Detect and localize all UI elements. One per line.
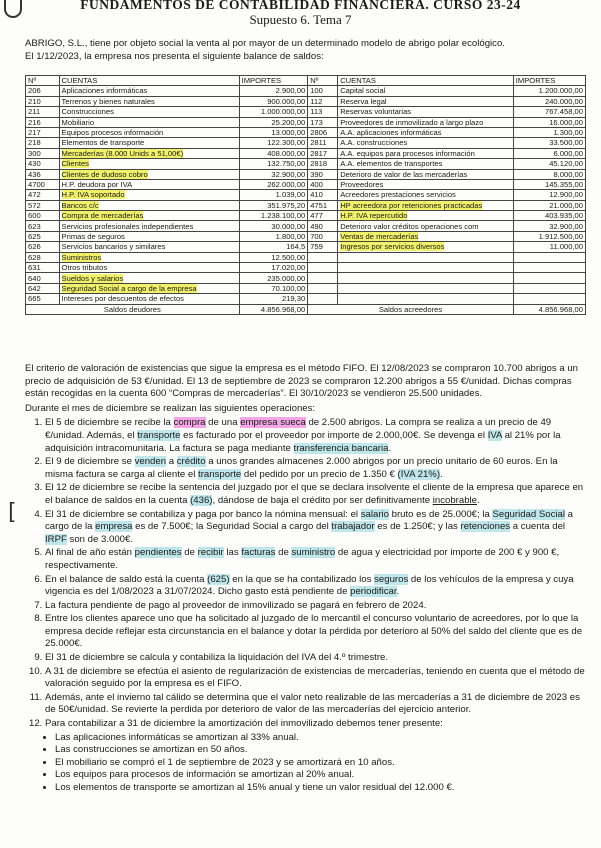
- row-num-left: 436: [26, 169, 60, 179]
- row-num-left: 206: [26, 86, 60, 96]
- balance-row: [26, 107, 586, 117]
- row-cuenta-left: Terrenos y bienes naturales: [59, 96, 239, 106]
- highlighted-text: Bancos c/c: [61, 200, 99, 210]
- row-cuenta-left: [59, 211, 239, 221]
- row-num-right: [308, 273, 338, 283]
- row-num-right: 410: [308, 190, 338, 200]
- row-importe-left: 408.000,00: [239, 148, 308, 158]
- row-cuenta-right: Reservas voluntarias: [338, 107, 514, 117]
- row-cuenta-left: Servicios profesionales independientes: [59, 221, 239, 231]
- row-importe-right: 145.355,00: [513, 179, 585, 189]
- highlighted-text: H.P. IVA soportado: [61, 190, 125, 200]
- row-num-left: 217: [26, 127, 60, 137]
- row-cuenta-right: A.A. aplicaciones informáticas: [338, 127, 514, 137]
- row-cuenta-left: Intereses por descuentos de efectos: [59, 294, 239, 304]
- row-importe-right: 1.200.000,00: [513, 86, 585, 96]
- row-importe-right: [513, 273, 585, 283]
- operation-item: 5. Al final de año están pendientes de recibir las facturas de suministro de agua y electricidad por importe de 200 € y 900 €, respectivamente.: [45, 547, 587, 572]
- row-importe-left: 900.000,00: [239, 96, 308, 106]
- highlighted-text: Suministros: [61, 252, 102, 262]
- row-cuenta-right: A.A. equipos para procesos información: [338, 148, 514, 158]
- operation-item: 7. La factura pendiente de pago al proveedor de inmovilizado se pagará en febrero de 2024.: [45, 600, 587, 613]
- highlighted-text: transporte: [198, 468, 242, 480]
- row-importe-right: [513, 294, 585, 304]
- highlighted-text: empresa sueca: [240, 417, 306, 429]
- balance-row: [26, 231, 586, 241]
- row-num-left: 631: [26, 263, 60, 273]
- highlighted-text: Seguridad Social: [492, 508, 566, 520]
- row-cuenta-right: Deterioro valor créditos operaciones com: [338, 221, 514, 231]
- document-subtitle: Supuesto 6. Tema 7: [249, 12, 352, 27]
- balance-row: [26, 283, 586, 293]
- row-cuenta-right: [338, 273, 514, 283]
- highlighted-text: pendientes: [134, 547, 182, 559]
- balance-row: [26, 200, 586, 210]
- highlighted-text: compra: [173, 417, 206, 429]
- highlighted-text: recibir: [197, 547, 224, 559]
- operation-item: 6. En el balance de saldo está la cuenta (625) en la que se ha contabilizado los seguros de los vehículos de la empresa y cuya vigencia es del 1/08/2023 a 31/07/2024. Dicho gasto está pendiente de periodificar.: [45, 574, 587, 599]
- balance-row: [26, 242, 586, 252]
- highlighted-text: seguros: [374, 573, 409, 585]
- row-importe-left: 1.039,00: [239, 190, 308, 200]
- row-num-left: 211: [26, 107, 60, 117]
- row-importe-right: 1.912.500,00: [513, 231, 585, 241]
- row-importe-left: 1.800,00: [239, 231, 308, 241]
- row-num-left: 300: [26, 148, 60, 158]
- row-num-right: 477: [308, 211, 338, 221]
- row-num-right: [308, 252, 338, 262]
- row-num-left: 4700: [26, 179, 60, 189]
- row-cuenta-right: A.A. elementos de transportes: [338, 159, 514, 169]
- row-importe-right: 8.000,00: [513, 169, 585, 179]
- row-num-right: 100: [308, 86, 338, 96]
- highlighted-text: Ingresos por servicios diversos: [340, 242, 445, 252]
- header-importes-left: IMPORTES: [239, 76, 308, 86]
- row-importe-right: 16.000,00: [513, 117, 585, 127]
- header-num-left: Nº: [26, 76, 60, 86]
- highlighted-text: (IVA 21%): [397, 468, 441, 480]
- saldos-acreedores-label: Saldos acreedores: [308, 304, 514, 314]
- row-num-right: 2811: [308, 138, 338, 148]
- highlighted-text: HP acreedora por retenciones practicadas: [340, 200, 483, 210]
- balance-table: [25, 75, 586, 315]
- balance-row: [26, 86, 586, 96]
- balance-row: [26, 294, 586, 304]
- row-importe-left: 70.100,00: [239, 283, 308, 293]
- row-importe-left: 12.500,00: [239, 252, 308, 262]
- operation-item: 3. El 12 de diciembre se recibe la sentencia del juzgado por el que se declara insolvente el cliente de la empresa que aparece en el balance de saldos en la cuenta (436), dándose de baja el crédito por ser definitivamente incobrable.: [45, 482, 587, 507]
- row-num-left: 626: [26, 242, 60, 252]
- row-cuenta-left: Servicios bancarios y similares: [59, 242, 239, 252]
- saldos-deudores-label: Saldos deudores: [26, 304, 240, 314]
- highlighted-text: transferencia bancaria: [293, 442, 389, 454]
- row-num-left: 665: [26, 294, 60, 304]
- row-num-left: 430: [26, 159, 60, 169]
- highlighted-text: Ventas de mercaderías: [340, 231, 419, 241]
- row-importe-right: 21.000,00: [513, 200, 585, 210]
- row-cuenta-left: Primas de seguros: [59, 231, 239, 241]
- row-num-left: 642: [26, 283, 60, 293]
- saldos-deudores-value: 4.856.968,00: [239, 304, 308, 314]
- balance-row: [26, 127, 586, 137]
- row-num-right: 113: [308, 107, 338, 117]
- row-cuenta-left: Aplicaciones informáticas: [59, 86, 239, 96]
- highlighted-text: periodificar: [350, 586, 397, 598]
- amortization-list: [25, 732, 587, 795]
- row-importe-right: 45.120,00: [513, 159, 585, 169]
- row-cuenta-left: [59, 169, 239, 179]
- row-num-right: [308, 283, 338, 293]
- row-cuenta-right: Deterioro de valor de las mercaderías: [338, 169, 514, 179]
- balance-totals-row: [26, 304, 586, 314]
- row-cuenta-left: [59, 200, 239, 210]
- row-num-left: 640: [26, 273, 60, 283]
- row-cuenta-left: Mobiliario: [59, 117, 239, 127]
- balance-row: [26, 179, 586, 189]
- row-cuenta-right: [338, 263, 514, 273]
- row-importe-right: 32.900,00: [513, 221, 585, 231]
- operation-item: 12. Para contabilizar a 31 de diciembre la amortización del inmovilizado debemos tener presente:: [45, 718, 587, 731]
- row-importe-right: [513, 252, 585, 262]
- row-cuenta-left: Equipos procesos información: [59, 127, 239, 137]
- row-num-right: 390: [308, 169, 338, 179]
- saldos-acreedores-value: 4.856.968,00: [513, 304, 585, 314]
- row-importe-left: 30.000,00: [239, 221, 308, 231]
- document-header: [0, 0, 601, 28]
- row-cuenta-right: Reserva legal: [338, 96, 514, 106]
- balance-row: [26, 190, 586, 200]
- row-num-right: [308, 294, 338, 304]
- balance-row: [26, 138, 586, 148]
- highlighted-text: crédito: [176, 456, 206, 468]
- highlighted-text: incobrable: [432, 494, 478, 506]
- amortization-item: • El mobiliario se compró el 1 de septiembre de 2023 y se amortizará en 10 años.: [55, 757, 587, 770]
- row-cuenta-left: H.P. deudora por IVA: [59, 179, 239, 189]
- row-importe-left: 1.238.100,00: [239, 211, 308, 221]
- row-cuenta-left: [59, 283, 239, 293]
- row-num-right: 2818: [308, 159, 338, 169]
- highlighted-text: Compra de mercaderías: [61, 211, 144, 221]
- row-importe-left: 32.900,00: [239, 169, 308, 179]
- row-importe-right: 1.300,00: [513, 127, 585, 137]
- operation-item: 8. Entre los clientes aparece uno que ha solicitado al juzgado de lo mercantil el concurso voluntario de acreedores, por lo que la empresa decide reflejar esta circunstancia en el balance y dotar la pérdida por deterioro al 50% del saldo del cliente que es de 25.000€.: [45, 613, 587, 651]
- balance-header-row: [26, 76, 586, 86]
- highlighted-text: (436): [190, 494, 213, 506]
- highlighted-text: Mercaderías (8.000 Unids a 51,00€): [61, 148, 184, 158]
- row-cuenta-right: Proveedores de inmovilizado a largo plazo: [338, 117, 514, 127]
- row-importe-left: 1.000.000,00: [239, 107, 308, 117]
- operation-item: 9. El 31 de diciembre se calcula y contabiliza la liquidación del IVA del 4.º trimestre.: [45, 652, 587, 665]
- row-num-left: 472: [26, 190, 60, 200]
- row-num-left: 218: [26, 138, 60, 148]
- row-cuenta-right: Acreedores prestaciones servicios: [338, 190, 514, 200]
- balance-row: [26, 148, 586, 158]
- highlighted-text: transporte: [137, 429, 181, 441]
- amortization-item: • Las aplicaciones informáticas se amortizan al 33% anual.: [55, 732, 587, 745]
- row-importe-right: 12.900,00: [513, 190, 585, 200]
- row-num-right: 400: [308, 179, 338, 189]
- highlighted-text: Sueldos y salarios: [61, 273, 124, 283]
- row-importe-left: 17.020,00: [239, 263, 308, 273]
- row-num-left: 210: [26, 96, 60, 106]
- row-cuenta-left: [59, 159, 239, 169]
- row-importe-left: 13.000,00: [239, 127, 308, 137]
- operation-item: 4. El 31 de diciembre se contabiliza y paga por banco la nómina mensual: el salario bruto es de 25.000€; la Seguridad Social a cargo de la empresa es de 7.500€; la Seguridad Social a cargo del trabajador es de 1.250€; y las retenciones a cuenta del IRPF son de 3.000€.: [45, 509, 587, 547]
- highlighted-text: trabajador: [331, 521, 375, 533]
- document-body: [25, 363, 587, 795]
- row-cuenta-right: [338, 242, 514, 252]
- row-importe-left: 235.000,00: [239, 273, 308, 283]
- row-importe-right: 33.500,00: [513, 138, 585, 148]
- row-num-right: 4751: [308, 200, 338, 210]
- row-cuenta-right: [338, 231, 514, 241]
- balance-row: [26, 221, 586, 231]
- highlighted-text: facturas: [241, 547, 276, 559]
- amortization-item: • Los equipos para procesos de información se amortizan al 20% anual.: [55, 769, 587, 782]
- row-num-right: 700: [308, 231, 338, 241]
- row-importe-left: 25.200,00: [239, 117, 308, 127]
- row-importe-left: 122.300,00: [239, 138, 308, 148]
- row-importe-right: 240.000,00: [513, 96, 585, 106]
- highlighted-text: Clientes: [61, 159, 89, 169]
- row-num-left: 625: [26, 231, 60, 241]
- row-cuenta-right: A.A. construcciones: [338, 138, 514, 148]
- durante-line: Durante el mes de diciembre se realizan las siguientes operaciones:: [25, 402, 316, 414]
- amortization-item: • Las construcciones se amortizan en 50 años.: [55, 744, 587, 757]
- highlighted-text: venden: [134, 456, 167, 468]
- row-importe-right: [513, 263, 585, 273]
- amortization-item: • Los elementos de transporte se amortizan al 15% anual y tiene un valor residual del 12.000 €.: [55, 782, 587, 795]
- row-num-left: 600: [26, 211, 60, 221]
- row-cuenta-right: [338, 252, 514, 262]
- operation-item: 10. A 31 de diciembre se efectúa el asiento de regularización de existencias de mercaderías, teniendo en cuenta que el método de valoración seguido por la empresa es el FIFO.: [45, 666, 587, 691]
- row-cuenta-left: [59, 252, 239, 262]
- row-cuenta-right: [338, 294, 514, 304]
- header-cuentas-left: CUENTAS: [59, 76, 239, 86]
- header-cuentas-right: CUENTAS: [338, 76, 514, 86]
- operation-item: 2. El 9 de diciembre se venden a crédito a unos grandes almacenes 2.000 abrigos por un precio unitario de 60 euros. En la misma factura se carga al cliente el transporte del pedido por un precio de 1.350 € (IVA 21%).: [45, 456, 587, 481]
- balance-row: [26, 252, 586, 262]
- highlighted-text: (625): [207, 573, 230, 585]
- row-importe-left: 219,30: [239, 294, 308, 304]
- row-importe-left: 164,5: [239, 242, 308, 252]
- row-importe-right: 6.000,00: [513, 148, 585, 158]
- highlighted-text: suministro: [291, 547, 336, 559]
- highlighted-text: H.P. IVA repercutido: [340, 211, 408, 221]
- row-cuenta-left: [59, 273, 239, 283]
- intro-text: [25, 38, 585, 63]
- row-cuenta-left: [59, 148, 239, 158]
- balance-row: [26, 263, 586, 273]
- highlighted-text: IRPF: [45, 533, 67, 545]
- balance-row: [26, 273, 586, 283]
- row-cuenta-right: Proveedores: [338, 179, 514, 189]
- margin-bracket-mark: [: [8, 500, 17, 525]
- row-cuenta-left: Construcciones: [59, 107, 239, 117]
- header-importes-right: IMPORTES: [513, 76, 585, 86]
- row-num-right: 112: [308, 96, 338, 106]
- row-num-left: 623: [26, 221, 60, 231]
- highlighted-text: Clientes de dudoso cobro: [61, 169, 148, 179]
- row-num-right: [308, 263, 338, 273]
- row-cuenta-left: [59, 190, 239, 200]
- highlighted-text: empresa: [95, 521, 133, 533]
- row-cuenta-right: Capital social: [338, 86, 514, 96]
- row-num-left: 216: [26, 117, 60, 127]
- row-num-right: 2806: [308, 127, 338, 137]
- header-num-right: Nº: [308, 76, 338, 86]
- row-num-right: 759: [308, 242, 338, 252]
- row-cuenta-right: [338, 200, 514, 210]
- operations-list: [25, 417, 587, 730]
- intro-line-2: El 1/12/2023, la empresa nos presenta el siguiente balance de saldos:: [25, 50, 324, 62]
- highlighted-text: salario: [360, 508, 389, 520]
- row-importe-left: 351.975,20: [239, 200, 308, 210]
- row-importe-right: [513, 283, 585, 293]
- balance-row: [26, 96, 586, 106]
- row-importe-left: 262.000,00: [239, 179, 308, 189]
- row-cuenta-right: [338, 283, 514, 293]
- operation-item: 1. El 5 de diciembre se recibe la compra de una empresa sueca de 2.500 abrigos. La compra se realiza a un precio de 49 €/unidad. Además, el transporte es facturado por el proveedor por importe de 2.000,00€. Se devenga el IVA al 21% por la adquisición intracomunitaria. La factura se paga mediante transferencia bancaria.: [45, 417, 587, 455]
- row-num-right: 2817: [308, 148, 338, 158]
- balance-row: [26, 159, 586, 169]
- balance-row: [26, 211, 586, 221]
- row-num-left: 628: [26, 252, 60, 262]
- balance-row: [26, 117, 586, 127]
- row-cuenta-left: Otros tributos: [59, 263, 239, 273]
- row-cuenta-right: [338, 211, 514, 221]
- operation-item: 11. Además, ante el invierno tal cálido se determina que el valor neto realizable de las mercaderías a 31 de diciembre de 2023 es de 50€/unidad. Se revierte la perdida por deterioro de valor de las mercaderías del ejercicio anterior.: [45, 692, 587, 717]
- criterio-paragraph: El criterio de valoración de existencias que sigue la empresa es el método FIFO. El 12/08/2023 se compraron 10.700 abrigos a un precio de adquisición de 53 €/unidad. El 13 de septiembre de 2023 se compraron 12.200 abrigos a 55 €/unidad. Dichas compras están recogidas en la cuenta 600 “Compras de mercaderías”. El 30/10/2023 se vendieron 25.500 unidades.: [25, 363, 579, 400]
- row-importe-right: 767.458,00: [513, 107, 585, 117]
- row-num-right: 173: [308, 117, 338, 127]
- highlighted-text: retenciones: [460, 521, 511, 533]
- highlighted-text: IVA: [487, 429, 502, 441]
- row-importe-right: 11.000,00: [513, 242, 585, 252]
- row-num-left: 572: [26, 200, 60, 210]
- document-title: FUNDAMENTOS DE CONTABILIDAD FINANCIERA. CURSO 23-24: [80, 0, 521, 12]
- balance-row: [26, 169, 586, 179]
- row-importe-right: 403.935,00: [513, 211, 585, 221]
- row-importe-left: 132.750,00: [239, 159, 308, 169]
- intro-line-1: ABRIGO, S.L., tiene por objeto social la venta al por mayor de un determinado modelo de abrigo polar ecológico.: [25, 38, 505, 49]
- highlighted-text: Seguridad Social a cargo de la empresa: [61, 283, 197, 293]
- row-importe-left: 2.900,00: [239, 86, 308, 96]
- row-cuenta-left: Elementos de transporte: [59, 138, 239, 148]
- row-num-right: 490: [308, 221, 338, 231]
